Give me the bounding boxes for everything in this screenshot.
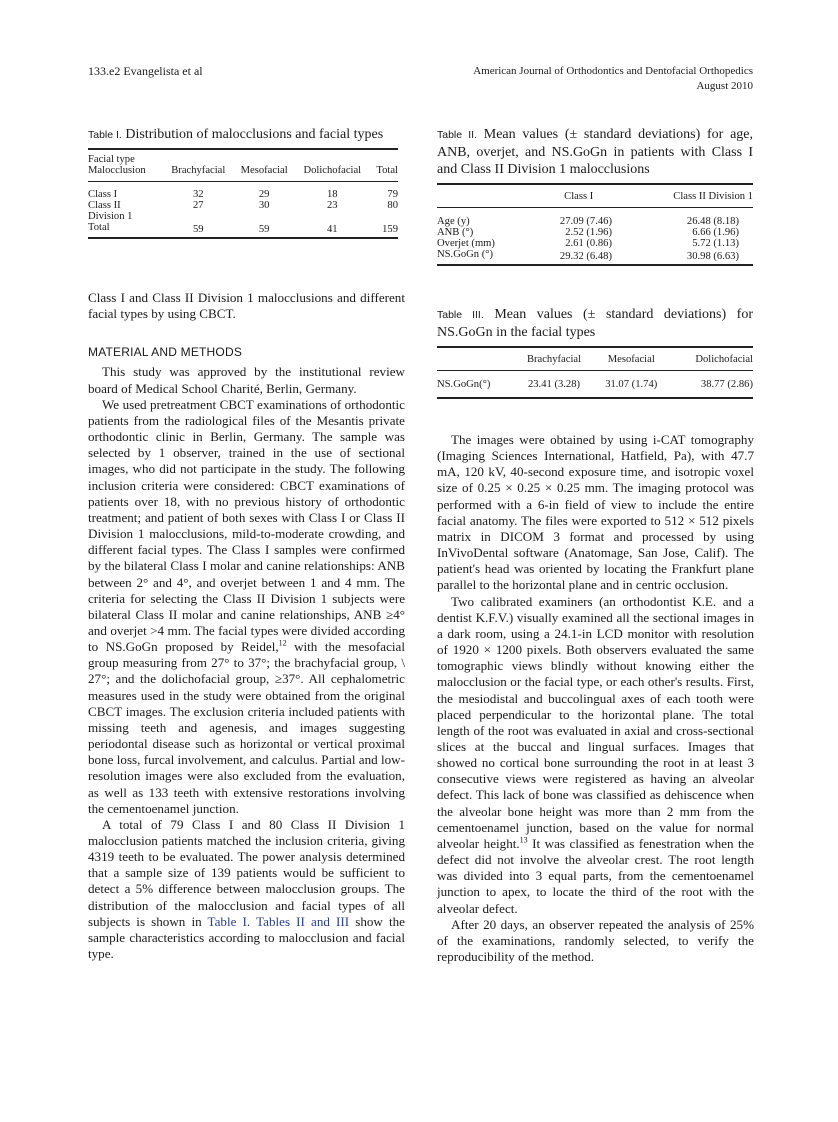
citation-ref[interactable]: 12: [278, 638, 287, 648]
row-label: Age (y): [437, 216, 470, 227]
table-row: [437, 249, 753, 265]
cell: 23.41 (3.28): [527, 378, 581, 390]
row-label: Class II: [88, 200, 121, 211]
paragraph-text: with the mesofacial group measuring from 27° to 37°; the brachyfacial group, \ 27°; and the dolichofacial group, ≥37°. All cephalometric measures used in the study were obtained from the original CBCT images. The exclusion criteria included patients with missing teeth and agenesis, and images suggesting periodontal disease such as horizontal or vertical proximal bone loss, furcal involvement, and calculus. Partial and low-resolution images were also excluded from the evaluation, as well as 133 teeth with extensive restorations involving the cementoenamel junction.: [88, 639, 405, 816]
header-cell: Brachyfacial: [171, 165, 226, 176]
header-cell: Class II Division 1: [673, 191, 753, 202]
header-cell: Malocclusion: [88, 165, 146, 176]
cell: 23: [326, 200, 338, 211]
issue-date: August 2010: [696, 80, 753, 92]
cell: 29: [258, 189, 270, 200]
row-label: NS.GoGn(°): [437, 379, 491, 390]
paragraph: This study was approved by the institutional review board of Medical School Charité, Berlin, Germany.: [88, 364, 405, 396]
table-title: Mean values (± standard deviations) for NS.GoGn in the facial types: [437, 307, 754, 340]
cell: 6.66 (1.96): [692, 227, 739, 238]
table-label: Table I.: [88, 129, 122, 141]
cell: 79: [387, 189, 398, 200]
table-row: [88, 182, 398, 201]
cell: 80: [387, 200, 398, 211]
cell: 41: [326, 224, 338, 235]
table-row: [88, 211, 398, 222]
table-2: [437, 126, 753, 266]
table-row: [88, 200, 398, 211]
table-3: [437, 306, 753, 399]
header-cell: Dolichofacial: [303, 165, 362, 176]
table-label: Table III.: [437, 309, 484, 321]
running-header-left: 133.e2 Evangelista et al: [88, 64, 203, 78]
paragraph: [88, 397, 405, 817]
cell: 27: [192, 200, 204, 211]
cell: 59: [192, 224, 204, 235]
cell: 5.72 (1.13): [692, 238, 739, 249]
header-cell: Mesofacial: [607, 354, 655, 365]
row-label: Total: [88, 222, 110, 233]
table-row: [437, 208, 753, 228]
table-3-caption: [437, 306, 753, 346]
table-title: Mean values (± standard deviations) for age, ANB, overjet, and NS.GoGn in patients with Class I and Class II Division 1 malocclusions: [437, 127, 754, 177]
cell: 31.07 (1.74): [605, 378, 658, 390]
cell: 26.48 (8.18): [686, 216, 739, 227]
cell: 2.61 (0.86): [565, 238, 612, 249]
section-heading: MATERIAL AND METHODS: [88, 345, 243, 360]
cell: 18: [326, 189, 338, 200]
table-row: [437, 238, 753, 249]
paragraph: After 20 days, an observer repeated the analysis of 25% of the examinations, randomly selected, to verify the reproducibility of the method.: [437, 916, 754, 964]
cell: 59: [258, 224, 270, 235]
paragraph-text: show the sample characteristics according to malocclusion and facial type.: [88, 913, 405, 962]
table-row: [437, 371, 753, 399]
row-label: Overjet (mm): [437, 238, 495, 249]
table-row: [88, 222, 398, 238]
row-label: NS.GoGn (°): [437, 249, 494, 260]
cell: 30.98 (6.63): [686, 251, 739, 262]
cell: 32: [192, 189, 204, 200]
cell: 38.77 (2.86): [700, 378, 753, 390]
table-title: Distribution of malocclusions and facial types: [125, 127, 384, 142]
table-1-caption: [88, 126, 398, 148]
paragraph-text: It was classified as fenestration when the defect did not involve the alveolar crest. The root length was divided into 3 equal parts, from the cementoenamel junction to apex, to locate the third of the root with the alveolar defect.: [437, 835, 754, 916]
cell: 159: [382, 224, 398, 235]
paragraph-text: A total of 79 Class I and 80 Class II Division 1 malocclusion patients matched the inclusion criteria, giving 4319 teeth to be evaluated. The power analysis determined that a sample size of 139 patients would be sufficient to detect a 5% difference between malocclusion groups. The distribution of the malocclusion and facial types of all subjects is shown in: [88, 816, 405, 929]
row-label: Class I: [88, 189, 118, 200]
tables-2-3-link[interactable]: Tables II and III: [256, 913, 350, 929]
paragraph: [88, 817, 405, 962]
header-cell: Facial type: [88, 154, 135, 165]
header-cell: Total: [376, 165, 398, 176]
row-label: Division 1: [88, 211, 133, 222]
intro-paragraph-end: Class I and Class II Division 1 malocclusions and different facial types by using CBCT.: [88, 290, 405, 322]
paragraph: [437, 594, 754, 917]
row-label: ANB (°): [437, 227, 474, 238]
journal-name: American Journal of Orthodontics and Dentofacial Orthopedics: [473, 65, 753, 77]
header-cell: [437, 347, 515, 371]
header-cell: Dolichofacial: [695, 354, 753, 365]
table-1: [88, 126, 398, 239]
table-row: [437, 227, 753, 238]
table-2-caption: [437, 126, 753, 183]
paragraph-text: Two calibrated examiners (an orthodontist K.E. and a dentist K.F.V.) visually examined all the sectional images in a dark room, using a 24.1-in LCD monitor with resolution of 1920 × 1200 pixels. Both observers evaluated the same tomographic views blindly without knowing either the malocclusion or the facial type, or each other's results. First, the mesiodistal and buccolingual axes of each tooth were placed perpendicular to the horizontal plane. The total length of the root was evaluated in axial and cross-sectional slices at the buccal and lingual surfaces. Images that showed no cortical bone surrounding the root in at least 3 consecutive views were registered as having an alveolar defect. This lack of bone was classified as dehiscence when the alveolar bone height was more than 2 mm from the cementoenamel junction, based on the value for normal alveolar height.: [437, 593, 754, 851]
table-label: Table II.: [437, 129, 478, 141]
header-cell: Mesofacial: [240, 165, 288, 176]
table-1-link[interactable]: Table I: [207, 913, 247, 929]
cell: 29.32 (6.48): [559, 251, 612, 262]
header-cell: Brachyfacial: [526, 354, 582, 365]
paragraph-text: .: [246, 913, 257, 929]
header-cell: [437, 184, 523, 208]
cell: 2.52 (1.96): [565, 227, 612, 238]
header-cell: Class I: [564, 191, 594, 202]
running-header-right: [473, 64, 753, 94]
citation-ref[interactable]: 13: [519, 835, 528, 845]
paragraph-text: We used pretreatment CBCT examinations of orthodontic patients from the radiological files of the Mesantis private orthodontic clinic in Berlin, Germany. The sample was selected by 1 observer, trained in the use of sectional images, who did not participate in the study. The following inclusion criteria were considered: CBCT examinations of patients over 18, with no previous history of orthodontic treatment; and patient of both sexes with Class I or Class II Division 1 malocclusions, mild-to-moderate crowding, and different facial types. The Class I samples were confirmed by the bilateral Class I molar and canine relationships: ANB between 2° and 4°, and overjet between 1 and 4 mm. The criteria for selecting the Class II Division 1 subjects were bilateral Class II molar and canine relationships, ANB ≥4° and overjet >4 mm. The facial types were divided according to NS.GoGn proposed by Reidel,: [88, 396, 405, 655]
right-column: [437, 432, 754, 965]
paragraph: The images were obtained by using i-CAT tomography (Imaging Sciences International, Hatfield, Pa), with 47.7 mA, 120 kV, 40-second exposure time, and isotropic voxel size of 0.25 × 0.25 × 0.25 mm. The imaging protocol was performed with a 6-in field of view to include the entire facial anatomy. The files were exported to 512 × 512 pixels matrix in DICOM 3 format and processed by using InVivoDental software (Anatomage, San Jose, Calif). The patient's head was oriented by locating the Frankfurt plane parallel to the horizontal plane and in centric occlusion.: [437, 432, 754, 593]
left-column: [88, 290, 405, 962]
cell: 30: [258, 200, 270, 211]
cell: 27.09 (7.46): [559, 216, 612, 227]
